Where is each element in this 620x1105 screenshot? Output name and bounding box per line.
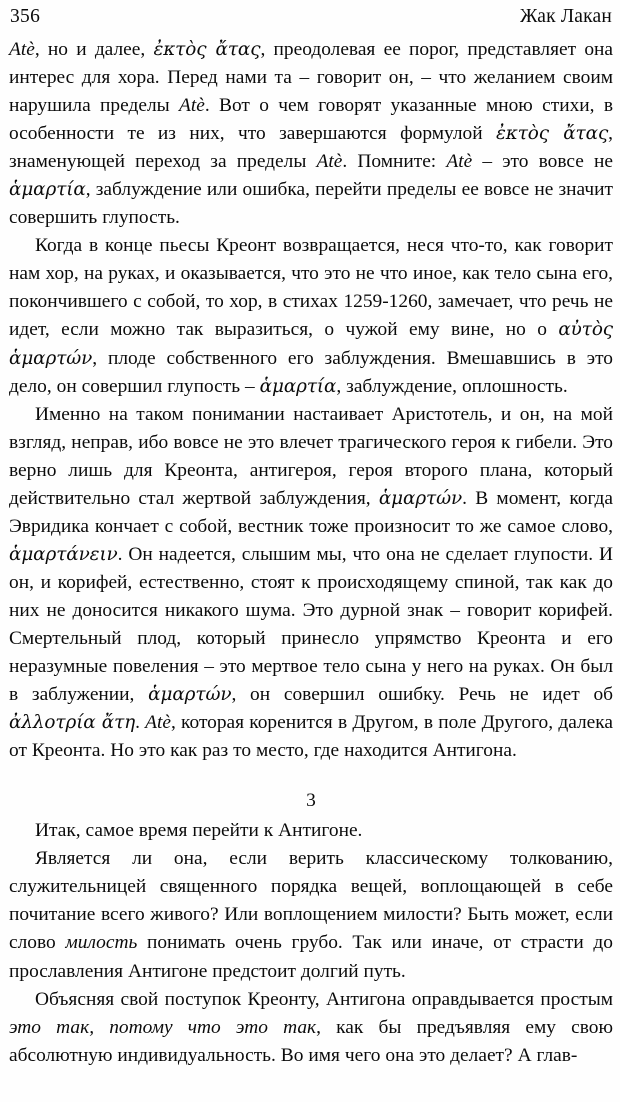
paragraph-5	[9, 845, 613, 985]
term-ate-5: Atè	[145, 712, 171, 734]
p5-seg3: понимать очень грубо. Так или иначе, от страсти до прославления Антигоне предстоит долгий путь.	[9, 932, 613, 982]
greek-hamartia-2: ἁμαρτία	[259, 375, 337, 397]
greek-ektos-atas-2: ἐκτὸς ἄτας	[495, 123, 609, 145]
greek-hamarton-2: ἁμαρτών	[148, 684, 232, 706]
p1-seg14: , заблуждение или ошибка, перейти пределы ее вовсе не значит совершить глупость.	[9, 179, 613, 229]
emphasis-milost: милость	[65, 932, 138, 954]
p1-seg10: . Помните:	[342, 151, 447, 173]
p4-seg1: Итак, самое время перейти к Антигоне.	[35, 820, 363, 842]
term-ate-3: Atè	[316, 151, 343, 173]
p1-seg2: , но и далее,	[34, 39, 154, 60]
p6-seg1: Объясняя свой поступок Креонту, Антигона оправдывается простым	[35, 988, 613, 1010]
emphasis-eto-tak: это так, потому что это так	[9, 1016, 317, 1038]
term-ate-1: Atè	[9, 39, 35, 60]
p1-seg12: – это вовсе не	[472, 151, 613, 173]
p1-seg6: . Вот о чем говорят указанные мною стихи, в особенности те из них, что завершаются формулой	[9, 95, 613, 145]
p5-seg1: Является ли она, если верить классическому толкованию, служительницей священного порядка вещей, воплощающей в себе почитание всего живого? Или воплощением милости? Быть может, если слово	[9, 848, 613, 954]
p3-seg1: Именно на таком понимании настаивает Аристотель, и он, на мой взгляд, неправ, ибо вовсе не это влечет трагического героя к гибели. Это верно лишь для Креонта, антигероя, героя второго плана, который действительно стал жертвой заблуждения,	[9, 403, 613, 509]
p3-seg9: .	[135, 712, 146, 734]
greek-hamartanein: ἁμαρτάνειν	[9, 543, 118, 565]
text-block	[9, 36, 613, 1070]
section-spacer-top	[9, 765, 613, 787]
greek-hamartia-1: ἁμαρτία	[9, 179, 86, 201]
p3-seg7: , он совершил ошибку. Речь не идет об	[231, 684, 614, 706]
greek-hamarton-1: ἁμαρτών	[378, 487, 463, 509]
paragraph-6	[9, 986, 613, 1070]
term-ate-4: Atè	[446, 151, 473, 173]
greek-allotria-ate: ἀλλοτρία ἄτη	[9, 712, 136, 734]
greek-autos-hamarton: αὐτὸς ἁμαρτών	[9, 319, 613, 369]
paragraph-2	[9, 232, 613, 400]
p3-seg5: . Он надеется, слышим мы, что она не сделает глупости. И он, и корифей, естественно, стоят к происходящему спиной, так как до них не доносится никакого шума. Это дурной знак – говорит корифей. Смертельный плод, который принесло упрямство Креонта и его неразумные повеления – это мертвое тело сына у него на руках. Он был в заблужении,	[9, 543, 613, 706]
p1-seg4: , преодолевая ее порог, представляет она интерес для хора. Перед нами та – говорит он, – что желанием своим нарушила пределы	[9, 39, 614, 117]
paragraph-4	[9, 817, 613, 845]
page-folio-number: 356	[10, 6, 41, 27]
p1-seg8: , знаменующей переход за пределы	[9, 123, 614, 173]
p2-seg3: , плоде собственного его заблуждения. Вмешавшись в это дело, он совершил глупость –	[9, 347, 613, 397]
paragraph-1	[9, 36, 613, 232]
greek-ektos-atas-1: ἐκτὸς ἄτας	[153, 39, 261, 60]
running-title: Жак Лакан	[520, 6, 612, 27]
paragraph-3	[9, 401, 613, 766]
section-number: 3	[306, 790, 316, 812]
p2-seg5: , заблуждение, оплошность.	[336, 375, 568, 397]
p2-seg1: Когда в конце пьесы Креонт возвращается, неся что-то, как говорит нам хор, на руках, и оказывается, что это не что иное, как тело сына его, покончившего с собой, то хор, в стихах 1259-1260, замечает, что речь не идет, если можно так выразиться, о чужой ему вине, но о	[9, 235, 613, 341]
p3-seg11: , которая коренится в Другом, в поле Другого, далека от Креонта. Но это как раз то место, где находится Антигона.	[9, 712, 613, 762]
running-head	[10, 4, 612, 32]
p3-seg3: . В момент, когда Эвридика кончает с собой, вестник тоже произносит то же самое слово,	[9, 487, 613, 537]
term-ate-2: Atè	[179, 95, 205, 117]
p6-seg3: , как бы предъявляя ему свою абсолютную индивидуальность. Во имя чего она это делает? А глав-	[9, 1016, 613, 1066]
